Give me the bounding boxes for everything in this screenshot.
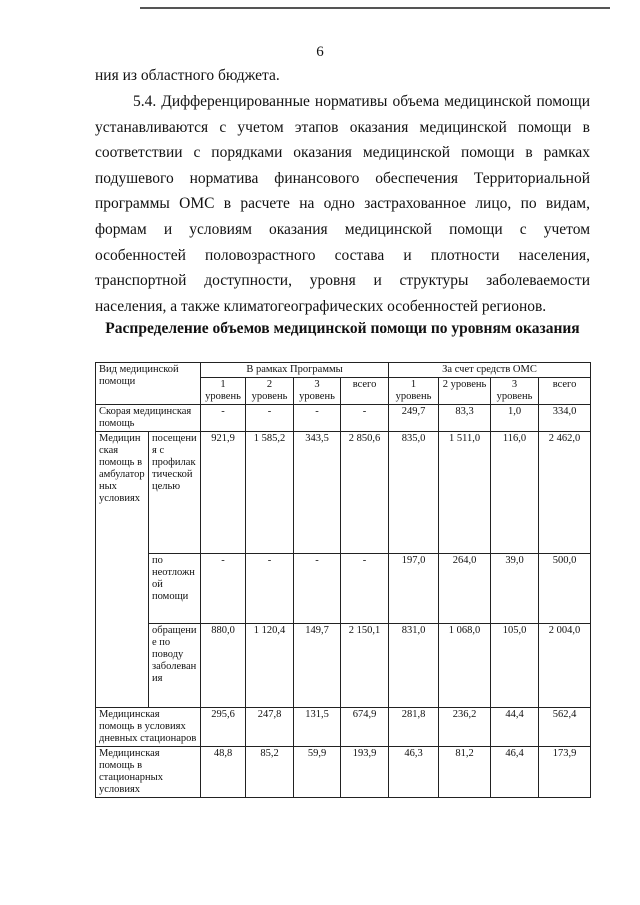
- header-oms-total: всего: [539, 378, 591, 405]
- continued-line: ния из областного бюджета.: [95, 67, 280, 84]
- table-cell: 46,3: [389, 747, 439, 798]
- header-program-level3: 3 уровень: [294, 378, 341, 405]
- volume-distribution-table: [95, 362, 591, 798]
- table-cell: 131,5: [294, 708, 341, 747]
- table-row-outpatient-urgent: [96, 554, 591, 624]
- table-row-day-hospital: [96, 708, 591, 747]
- table-cell: 1 068,0: [439, 624, 491, 708]
- header-oms-level3: 3 уровень: [491, 378, 539, 405]
- row-label: Медицинская помощь в условиях дневных стационаров: [96, 708, 201, 747]
- table-row-ambulance: [96, 405, 591, 432]
- table-cell: 562,4: [539, 708, 591, 747]
- table-title: Распределение объемов медицинской помощи по уровням оказания: [105, 320, 580, 337]
- table-cell: 81,2: [439, 747, 491, 798]
- table-cell: 247,8: [246, 708, 294, 747]
- table-cell: 249,7: [389, 405, 439, 432]
- table-cell: 48,8: [201, 747, 246, 798]
- header-program-level2: 2 уровень: [246, 378, 294, 405]
- page-number: 6: [316, 44, 324, 60]
- table-cell: 39,0: [491, 554, 539, 624]
- table-cell: 2 462,0: [539, 432, 591, 554]
- table-cell: 149,7: [294, 624, 341, 708]
- table-cell: 197,0: [389, 554, 439, 624]
- table-cell: 46,4: [491, 747, 539, 798]
- table-cell: -: [294, 554, 341, 624]
- header-type: Вид медицинской помощи: [96, 363, 201, 405]
- header-program: В рамках Программы: [201, 363, 389, 378]
- header-program-total: всего: [341, 378, 389, 405]
- table-cell: 674,9: [341, 708, 389, 747]
- table-cell: 173,9: [539, 747, 591, 798]
- table-row-outpatient-treatment: [96, 624, 591, 708]
- table-cell: -: [341, 405, 389, 432]
- table-cell: 500,0: [539, 554, 591, 624]
- table-cell: 1,0: [491, 405, 539, 432]
- table-cell: 2 850,6: [341, 432, 389, 554]
- paragraph-text: 5.4. Дифференцированные нормативы объема медицинской помощи устанавливаются с учетом этапов оказания медицинской помощи в соответствии с порядками оказания медицинской помощи в рамках подушевого норматива финансового обеспечения Территориальной программы ОМС в расчете на одно застрахованное лицо, по видам, формам и условиям оказания медицинской помощи с учетом особенностей половозрастного состава и плотности населения, транспортной доступности, уровня и структуры заболеваемости населения, а также климатогеографических особенностей регионов.: [95, 93, 590, 315]
- table-cell: 2 150,1: [341, 624, 389, 708]
- header-row-1: [96, 363, 591, 378]
- table-cell: 343,5: [294, 432, 341, 554]
- table-cell: -: [246, 405, 294, 432]
- header-oms-level1: 1 уровень: [389, 378, 439, 405]
- paragraph-5-4: [95, 89, 590, 319]
- header-program-level1: 1 уровень: [201, 378, 246, 405]
- top-rule: [140, 7, 610, 9]
- table-cell: -: [201, 554, 246, 624]
- header-oms-level2: 2 уровень: [439, 378, 491, 405]
- table-cell: 193,9: [341, 747, 389, 798]
- table-row-inpatient: [96, 747, 591, 798]
- table-cell: 921,9: [201, 432, 246, 554]
- table-cell: -: [341, 554, 389, 624]
- table-cell: 116,0: [491, 432, 539, 554]
- table-cell: 1 585,2: [246, 432, 294, 554]
- row-sublabel: посещения с профилактической целью: [149, 432, 201, 554]
- table-cell: 236,2: [439, 708, 491, 747]
- row-sublabel: по неотложной помощи: [149, 554, 201, 624]
- header-oms: За счет средств ОМС: [389, 363, 591, 378]
- table-cell: 2 004,0: [539, 624, 591, 708]
- table-cell: 105,0: [491, 624, 539, 708]
- table-cell: 83,3: [439, 405, 491, 432]
- table-cell: 44,4: [491, 708, 539, 747]
- table-cell: -: [294, 405, 341, 432]
- table-cell: 831,0: [389, 624, 439, 708]
- row-sublabel: обращение по поводу заболевания: [149, 624, 201, 708]
- table-cell: 85,2: [246, 747, 294, 798]
- table-cell: 334,0: [539, 405, 591, 432]
- table-cell: 835,0: [389, 432, 439, 554]
- table-cell: 281,8: [389, 708, 439, 747]
- row-group-label: Медицинская помощь в амбулаторных условиях: [96, 432, 149, 708]
- row-label: Медицинская помощь в стационарных условиях: [96, 747, 201, 798]
- table-cell: 1 120,4: [246, 624, 294, 708]
- table-cell: -: [246, 554, 294, 624]
- row-label: Скорая медицинская помощь: [96, 405, 201, 432]
- table-row-outpatient-visits: [96, 432, 591, 554]
- table-cell: -: [201, 405, 246, 432]
- table-cell: 295,6: [201, 708, 246, 747]
- table-cell: 264,0: [439, 554, 491, 624]
- table-cell: 59,9: [294, 747, 341, 798]
- table-cell: 880,0: [201, 624, 246, 708]
- table-cell: 1 511,0: [439, 432, 491, 554]
